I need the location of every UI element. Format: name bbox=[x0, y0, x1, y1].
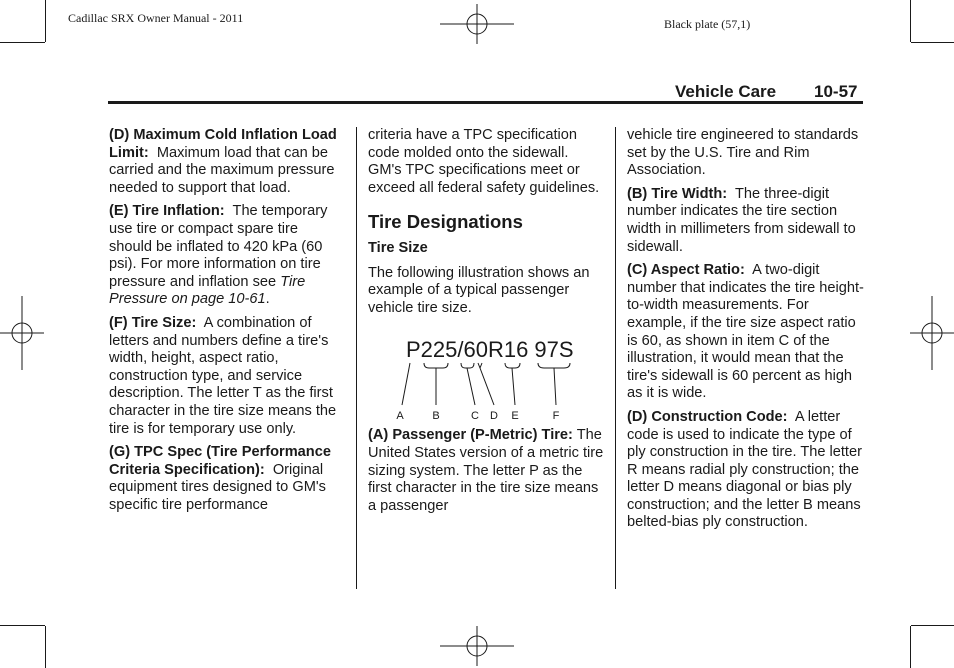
term-passenger-tire: (A) Passenger (P-Metric) Tire: bbox=[368, 427, 573, 444]
term-tire-size: (F) Tire Size: bbox=[109, 314, 197, 331]
column-2 bbox=[368, 127, 606, 521]
registration-mark-bottom bbox=[440, 626, 514, 666]
tire-size-illustration bbox=[368, 323, 606, 423]
crop-mark bbox=[45, 0, 46, 42]
paragraph-tire-size bbox=[109, 315, 345, 438]
paragraph-passenger-continued: vehicle tire engineered to standards set by the U.S. Tire and Rim Association. bbox=[627, 127, 859, 179]
registration-mark-top bbox=[440, 4, 514, 44]
leader-f bbox=[538, 363, 570, 405]
text-tire-size: A combination of letters and numbers define a tire's width, height, aspect ratio, construction type, and service description. The letter T as the first character in the tire size means the tire is for temporary use only. bbox=[109, 314, 337, 437]
text-aspect-ratio: A two-digit number that indicates the tire height-to-width measurements. For example, if the tire size aspect ratio is 60, as shown in item C of the illustration, it would mean that the tire's sidewall is 60 percent as high as it is wide. bbox=[627, 262, 864, 402]
leader-c bbox=[461, 363, 475, 405]
text-tire-width: The three-digit number indicates the tire section width in millimeters from sidewall to sidewall. bbox=[627, 185, 856, 255]
leader-e bbox=[505, 363, 520, 405]
paragraph-tpc-continued: criteria have a TPC specification code molded onto the sidewall. GM's TPC specifications meet or exceed all federal safety guidelines. bbox=[368, 127, 600, 196]
column-divider bbox=[615, 127, 616, 589]
header-rule bbox=[108, 101, 863, 104]
term-aspect-ratio: (C) Aspect Ratio: bbox=[627, 262, 745, 279]
paragraph-construction-code bbox=[627, 409, 865, 532]
term-tire-width: (B) Tire Width: bbox=[627, 185, 728, 202]
paragraph-passenger-tire bbox=[368, 427, 606, 515]
registration-mark-right bbox=[910, 296, 954, 370]
leader-b bbox=[424, 363, 448, 405]
leader-d bbox=[478, 363, 494, 405]
crop-mark bbox=[910, 626, 911, 668]
label-f: F bbox=[552, 410, 560, 423]
subheading-tire-size: Tire Size bbox=[368, 239, 428, 256]
tire-size-code: P225/60R16 97S bbox=[406, 337, 574, 363]
crop-mark bbox=[45, 626, 46, 668]
label-a: A bbox=[396, 410, 404, 423]
paragraph-tire-inflation bbox=[109, 203, 345, 309]
label-c: C bbox=[471, 410, 479, 423]
period: . bbox=[265, 291, 270, 308]
text-construction-code: A letter code is used to indicate the type of ply construction in the tire. The letter R means radial ply construction; the letter D means diagonal or bias ply construction; and the letter B means belted-bias ply construction. bbox=[627, 408, 862, 531]
term-construction-code: (D) Construction Code: bbox=[627, 408, 788, 425]
term-tire-inflation: (E) Tire Inflation: bbox=[109, 203, 225, 220]
column-3 bbox=[627, 127, 865, 538]
crop-mark bbox=[910, 0, 911, 42]
label-e: E bbox=[511, 410, 519, 423]
column-divider bbox=[356, 127, 357, 589]
text-passenger-tire: The United States version of a metric tire sizing system. The letter P as the first character in the tire size means a passenger bbox=[368, 427, 604, 514]
page-number: 10-57 bbox=[814, 82, 858, 101]
crop-mark bbox=[911, 42, 954, 43]
term-tpc-spec: (G) TPC Spec (Tire Performance Criteria Specification): bbox=[109, 444, 331, 478]
paragraph-illustration-intro: The following illustration shows an example of a typical passenger vehicle tire size. bbox=[368, 264, 590, 316]
text-tire-inflation: The temporary use tire or compact spare tire should be inflated to 420 kPa (60 psi). For more information on tire pressure and inflation see bbox=[109, 203, 328, 290]
registration-mark-left bbox=[0, 296, 44, 370]
heading-tire-designations: Tire Designations bbox=[368, 211, 523, 233]
crop-mark bbox=[911, 625, 954, 626]
label-b: B bbox=[432, 410, 440, 423]
crop-mark bbox=[0, 42, 45, 43]
section-title: Vehicle Care bbox=[675, 82, 777, 101]
paragraph-aspect-ratio bbox=[627, 262, 865, 403]
manual-title: Cadillac SRX Owner Manual - 2011 bbox=[68, 11, 244, 25]
paragraph-max-cold-inflation bbox=[109, 127, 345, 197]
column-1 bbox=[109, 127, 345, 520]
tire-size-diagram bbox=[368, 323, 606, 423]
crop-mark bbox=[0, 625, 45, 626]
plate-label: Black plate (57,1) bbox=[664, 17, 751, 31]
text-max-cold-inflation: Maximum load that can be carried and the maximum pressure needed to support that load. bbox=[109, 144, 335, 196]
paragraph-tpc-spec bbox=[109, 444, 345, 514]
leader-a bbox=[402, 363, 410, 405]
paragraph-tire-width bbox=[627, 186, 865, 256]
text-tpc-spec: Original equipment tires designed to GM's specific tire performance bbox=[109, 461, 326, 513]
term-max-cold-inflation: (D) Maximum Cold Inflation Load Limit: bbox=[109, 127, 337, 161]
label-d: D bbox=[490, 410, 498, 423]
link-tire-pressure[interactable]: Tire Pressure on page 10-61 bbox=[109, 273, 306, 308]
